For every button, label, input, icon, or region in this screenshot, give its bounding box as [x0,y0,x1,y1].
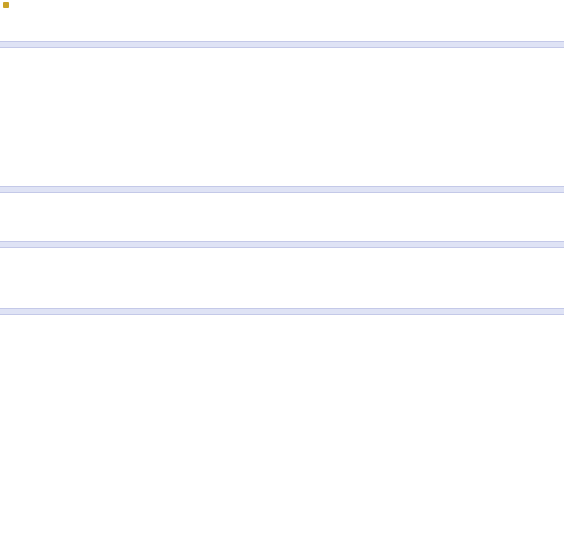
employer-heading [0,308,564,315]
apprentice-heading [0,41,564,48]
rto-heading [0,241,564,248]
logo [3,2,25,10]
parent-heading [0,186,564,193]
how-to-list [4,433,562,461]
logo-icon [3,2,9,8]
what-is-list [4,376,560,424]
how-to-sub-list [16,461,562,497]
